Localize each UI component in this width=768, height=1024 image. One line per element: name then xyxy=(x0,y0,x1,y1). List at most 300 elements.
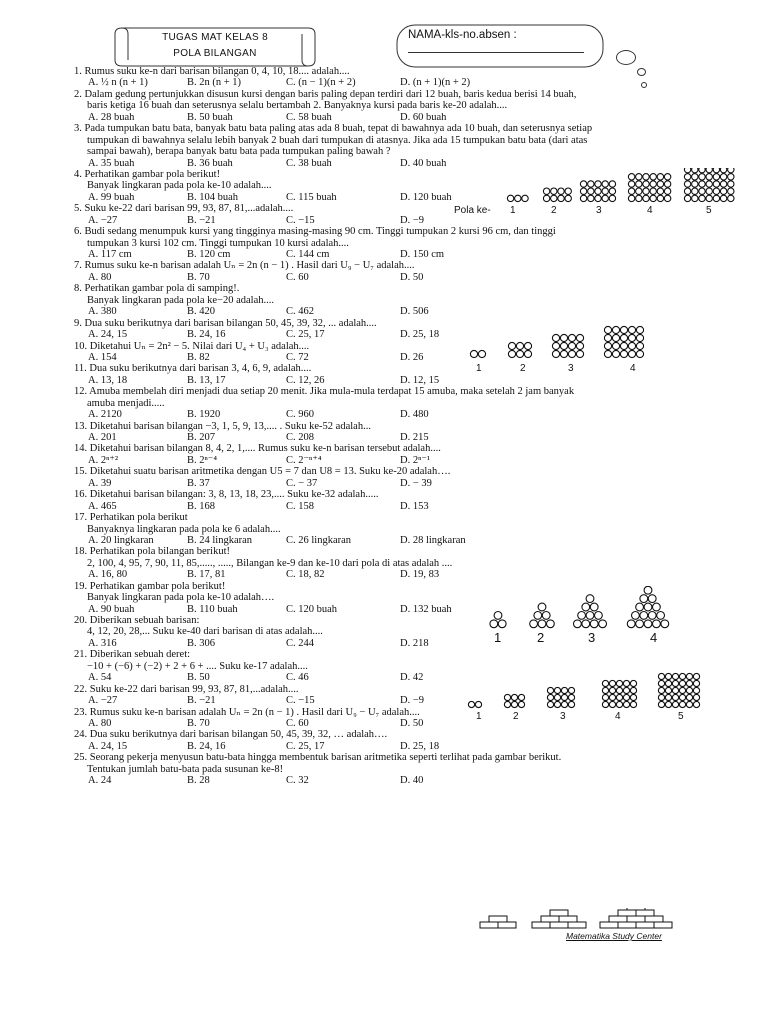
pattern-circle xyxy=(628,342,635,349)
pattern-circle xyxy=(699,181,705,187)
pattern-circle xyxy=(664,188,670,194)
pattern-circle xyxy=(692,195,698,201)
question-line: Diberikan sebuah deret: xyxy=(89,649,191,661)
answer-option[interactable]: A. 465 xyxy=(88,500,117,512)
answer-option[interactable]: D. −9 xyxy=(400,214,425,226)
pattern-circle xyxy=(713,181,719,187)
pattern-circle xyxy=(623,687,629,693)
answer-option[interactable]: C. −15 xyxy=(286,695,315,707)
answer-option[interactable]: D. 120 buah xyxy=(400,191,452,203)
answer-options xyxy=(74,432,694,443)
figure-q4-number: 3 xyxy=(596,205,602,216)
pattern-circle xyxy=(609,701,615,707)
pattern-circle xyxy=(636,603,644,611)
pattern-circle xyxy=(586,595,594,603)
answer-option[interactable]: B. 28 xyxy=(187,775,210,787)
pattern-circle xyxy=(508,342,515,349)
pattern-circle xyxy=(612,326,619,333)
pattern-circle xyxy=(620,334,627,341)
pattern-circle xyxy=(558,195,564,201)
pattern-circle xyxy=(643,181,649,187)
answer-option[interactable]: D. 19, 83 xyxy=(400,569,440,581)
brick xyxy=(532,922,550,928)
question-text-continued xyxy=(74,398,694,409)
question-text xyxy=(74,260,694,271)
answer-option[interactable]: C. 26 lingkaran xyxy=(286,534,352,546)
answer-option[interactable]: B. 70 xyxy=(187,717,210,729)
question-number: 9. xyxy=(74,317,82,329)
answer-option[interactable]: C. 462 xyxy=(286,306,315,318)
pattern-circle xyxy=(665,687,671,693)
answer-option[interactable]: B. −21 xyxy=(187,695,216,707)
pattern-circle xyxy=(498,620,506,628)
figure-q17-triangle-patterns xyxy=(480,586,680,632)
question-text xyxy=(74,226,694,237)
pattern-circle xyxy=(665,701,671,707)
pattern-circle xyxy=(534,612,542,620)
question-text xyxy=(74,752,694,763)
answer-option[interactable]: D. 60 buah xyxy=(400,111,447,123)
question-line: Banyak lingkaran pada pola ke−20 adalah.... xyxy=(87,294,274,306)
pattern-circle xyxy=(602,181,608,187)
question-text-continued xyxy=(74,295,694,306)
question-text-continued xyxy=(74,524,694,535)
answer-option[interactable]: D. 150 cm xyxy=(400,249,445,260)
question-number: 22. xyxy=(74,683,88,695)
brick xyxy=(636,922,654,928)
pattern-circle xyxy=(616,701,622,707)
brick xyxy=(645,916,663,922)
question-text xyxy=(74,546,694,557)
pattern-circle xyxy=(658,680,664,686)
answer-option[interactable]: D. 26 xyxy=(400,351,424,363)
pattern-circle xyxy=(620,326,627,333)
pattern-circle xyxy=(565,195,571,201)
pattern-circle xyxy=(628,188,634,194)
answer-option[interactable]: B. 120 cm xyxy=(187,249,231,260)
answer-option[interactable]: A. 24, 15 xyxy=(88,329,128,341)
pattern-circle xyxy=(650,188,656,194)
pattern-circle xyxy=(699,174,705,180)
answer-option[interactable]: A. 117 cm xyxy=(88,249,132,260)
answer-options xyxy=(74,272,694,283)
answer-option[interactable]: B. 2ⁿ⁻⁴ xyxy=(187,454,218,466)
question-number: 16. xyxy=(74,489,88,501)
question-line: Rumus suku ke-n barisan adalah Uₙ = 2n (n − 1) . Hasil dari U₉ − U₇ adalah.... xyxy=(84,260,415,272)
answer-option[interactable]: B. 13, 17 xyxy=(187,374,226,386)
pattern-circle xyxy=(511,701,517,707)
pattern-circle xyxy=(522,195,528,201)
answer-option[interactable]: C. 58 buah xyxy=(286,111,332,123)
answer-option[interactable]: A. 201 xyxy=(88,432,117,443)
answer-option[interactable]: D. 42 xyxy=(400,672,424,684)
brick xyxy=(654,922,672,928)
question-line: Rumus suku ke-n dari barisan bilangan 0, 4, 10, 18.... adalah.... xyxy=(84,66,350,77)
answer-option[interactable]: C. 158 xyxy=(286,500,315,512)
brick xyxy=(618,922,636,928)
pattern-circle xyxy=(706,174,712,180)
answer-option[interactable]: A. −27 xyxy=(88,695,118,707)
figure-q4-number: 4 xyxy=(647,205,653,216)
pattern-circle xyxy=(699,188,705,194)
pattern-circle xyxy=(713,195,719,201)
question-line: Tentukan jumlah batu-bata pada susunan ke-8! xyxy=(87,763,284,775)
pattern-circle xyxy=(713,168,719,173)
answer-option[interactable]: A. 39 xyxy=(88,477,112,489)
answer-option[interactable]: A. ½ n (n + 1) xyxy=(88,77,148,89)
brick xyxy=(600,922,618,928)
figure-q4-number: 2 xyxy=(551,205,557,216)
pattern-circle xyxy=(658,673,664,679)
answer-option[interactable]: D. 480 xyxy=(400,409,429,421)
pattern-circle xyxy=(672,694,678,700)
pattern-circle xyxy=(547,687,553,693)
question-line: Suku ke-22 dari barisan 99, 93, 87, 81,...adalah.... xyxy=(84,203,294,215)
pattern-circle xyxy=(602,195,608,201)
answer-option[interactable]: A. 13, 18 xyxy=(88,374,128,386)
answer-option[interactable]: B. −21 xyxy=(187,214,216,226)
brick xyxy=(550,922,568,928)
answer-option[interactable]: D. −9 xyxy=(400,695,425,707)
pattern-circle xyxy=(543,188,549,194)
answer-options xyxy=(74,455,694,466)
answer-option[interactable]: C. − 37 xyxy=(286,477,318,489)
figure-q17-number: 4 xyxy=(650,630,658,645)
question-text-continued xyxy=(74,135,694,146)
answer-option[interactable]: B. 24 lingkaran xyxy=(187,534,253,546)
pattern-circle xyxy=(604,350,611,357)
answer-option[interactable]: D. 215 xyxy=(400,432,429,443)
answer-option[interactable]: C. 72 xyxy=(286,351,309,363)
pattern-circle xyxy=(568,701,574,707)
pattern-circle xyxy=(636,181,642,187)
pattern-circle xyxy=(561,687,567,693)
question-number: 5. xyxy=(74,203,82,215)
answer-option[interactable]: A. 380 xyxy=(88,306,117,318)
question-line: −10 + (−6) + (−2) + 2 + 6 + .... Suku ke-17 adalah.... xyxy=(87,660,308,672)
pattern-circle xyxy=(580,195,586,201)
question-text xyxy=(74,489,694,500)
answer-option[interactable]: D. 218 xyxy=(400,637,429,649)
question-text-continued xyxy=(74,558,694,569)
figure-q8-number: 4 xyxy=(630,363,636,374)
pattern-circle xyxy=(602,687,608,693)
answer-option[interactable]: B. 168 xyxy=(187,500,216,512)
question-number: 6. xyxy=(74,226,82,238)
pattern-circle xyxy=(664,181,670,187)
answer-option[interactable]: A. 2120 xyxy=(88,409,122,421)
answer-option[interactable]: A. 2ⁿ⁺² xyxy=(88,454,119,466)
answer-option[interactable]: A. −27 xyxy=(88,214,118,226)
answer-option[interactable]: D. − 39 xyxy=(400,477,432,489)
pattern-circle xyxy=(590,603,598,611)
answer-option[interactable]: B. 36 buah xyxy=(187,157,233,169)
name-label: NAMA-kls-no.absen : xyxy=(408,29,517,41)
answer-option[interactable]: D. 40 buah xyxy=(400,157,447,169)
figure-q4-pattern-label: Pola ke- xyxy=(454,205,491,216)
answer-option[interactable]: D. 50 xyxy=(400,717,424,729)
answer-option[interactable]: C. 208 xyxy=(286,432,315,443)
answer-option[interactable]: C. 60 xyxy=(286,271,309,283)
answer-option[interactable]: C. 32 xyxy=(286,775,309,787)
answer-option[interactable]: A. 28 buah xyxy=(88,111,135,123)
answer-option[interactable]: A. 80 xyxy=(88,717,112,729)
answer-option[interactable]: C. 120 buah xyxy=(286,603,338,615)
pattern-circle xyxy=(650,181,656,187)
pattern-circle xyxy=(665,680,671,686)
answer-option[interactable]: B. 70 xyxy=(187,271,210,283)
question-text xyxy=(74,386,694,397)
pattern-circle xyxy=(616,687,622,693)
answer-options xyxy=(74,775,694,786)
pattern-circle xyxy=(602,694,608,700)
pattern-circle xyxy=(720,188,726,194)
pattern-circle xyxy=(538,620,546,628)
pattern-circle xyxy=(623,701,629,707)
brick xyxy=(636,910,654,916)
answer-option[interactable]: B. 2n (n + 1) xyxy=(187,77,242,89)
pattern-circle xyxy=(644,603,652,611)
worksheet-subtitle: POLA BILANGAN xyxy=(173,48,257,59)
pattern-circle xyxy=(511,694,517,700)
answer-option[interactable]: B. 1920 xyxy=(187,409,221,421)
pattern-circle xyxy=(602,188,608,194)
pattern-circle xyxy=(636,342,643,349)
pattern-circle xyxy=(628,326,635,333)
answer-option[interactable]: D. (n + 1)(n + 2) xyxy=(400,77,471,89)
name-box xyxy=(396,24,620,70)
answer-option[interactable]: D. 25, 18 xyxy=(400,740,440,752)
answer-option[interactable]: A. 54 xyxy=(88,672,112,684)
question-line: Dalam gedung pertunjukkan disusun kursi dengan baris paling depan terdiri dari 12 buah, baris kedua berisi 14 buah, xyxy=(84,88,577,100)
pattern-circle xyxy=(672,673,678,679)
answer-option[interactable]: A. 24, 15 xyxy=(88,740,128,752)
answer-option[interactable]: C. (n − 1)(n + 2) xyxy=(286,77,356,89)
question-number: 14. xyxy=(74,443,88,455)
answer-option[interactable]: D. 40 xyxy=(400,775,424,787)
pattern-circle xyxy=(728,188,734,194)
answer-option[interactable]: B. 420 xyxy=(187,306,216,318)
figure-q17-number: 3 xyxy=(588,630,596,645)
pattern-circle xyxy=(684,188,690,194)
pattern-circle xyxy=(657,181,663,187)
answer-option[interactable]: B. 207 xyxy=(187,432,216,443)
answer-options xyxy=(74,718,694,729)
question-number: 17. xyxy=(74,512,88,524)
answer-option[interactable]: B. 306 xyxy=(187,637,216,649)
question-line: amuba menjadi..... xyxy=(87,397,165,409)
pattern-circle xyxy=(543,195,549,201)
answer-option[interactable]: A. 90 buah xyxy=(88,603,135,615)
pattern-circle xyxy=(616,680,622,686)
answer-option[interactable]: C. −15 xyxy=(286,214,315,226)
answer-option[interactable]: C. 115 buah xyxy=(286,191,337,203)
answer-option[interactable]: C. 60 xyxy=(286,717,309,729)
pattern-circle xyxy=(665,673,671,679)
answer-options xyxy=(74,478,694,489)
question-line: Seorang pekerja menyusun batu-bata hingga membentuk barisan aritmetika seperti terlihat pada gambar berikut. xyxy=(89,752,562,764)
answer-option[interactable]: D. 50 xyxy=(400,271,424,283)
pattern-circle xyxy=(672,687,678,693)
answer-options xyxy=(74,375,694,386)
brick xyxy=(618,910,636,916)
pattern-circle xyxy=(612,334,619,341)
answer-option[interactable]: D. 28 lingkaran xyxy=(400,534,466,546)
pattern-circle xyxy=(686,701,692,707)
pattern-circle xyxy=(604,342,611,349)
pattern-circle xyxy=(576,350,583,357)
pattern-circle xyxy=(490,620,498,628)
pattern-circle xyxy=(554,687,560,693)
answer-option[interactable]: C. 25, 17 xyxy=(286,740,325,752)
answer-option[interactable]: A. 16, 80 xyxy=(88,569,128,581)
answer-option[interactable]: C. 244 xyxy=(286,637,315,649)
pattern-circle xyxy=(628,334,635,341)
figure-q8-circle-patterns xyxy=(466,322,666,362)
answer-option[interactable]: C. 144 cm xyxy=(286,249,330,260)
figure-q25-brick-stacks xyxy=(478,908,698,930)
answer-option[interactable]: D. 132 buah xyxy=(400,603,452,615)
figure-q19-number: 1 xyxy=(476,711,482,722)
pattern-circle xyxy=(599,620,607,628)
answer-option[interactable]: A. 35 buah xyxy=(88,157,135,169)
answer-option[interactable]: D. 506 xyxy=(400,306,429,318)
cloud-bubble xyxy=(616,50,636,65)
answer-option[interactable]: A. 80 xyxy=(88,271,112,283)
pattern-circle xyxy=(609,687,615,693)
pattern-circle xyxy=(609,694,615,700)
pattern-circle xyxy=(558,188,564,194)
answer-option[interactable]: B. 50 buah xyxy=(187,111,233,123)
answer-option[interactable]: C. 38 buah xyxy=(286,157,332,169)
figure-q4-number: 1 xyxy=(510,205,516,216)
answer-option[interactable]: B. 24, 16 xyxy=(187,329,226,341)
question-line: Amuba membelah diri menjadi dua setiap 20 menit. Jika mula-mula terdapat 15 amuba, maka setelah 2 jam banyak xyxy=(89,386,575,398)
pattern-circle xyxy=(612,342,619,349)
pattern-circle xyxy=(706,168,712,173)
question-line: Dua suku berikutnya dari barisan 3, 4, 6, 9, adalah.... xyxy=(89,363,312,375)
answer-option[interactable]: B. 37 xyxy=(187,477,210,489)
pattern-circle xyxy=(686,694,692,700)
answer-option[interactable]: A. 154 xyxy=(88,351,117,363)
brick xyxy=(550,910,568,916)
pattern-circle xyxy=(547,694,553,700)
pattern-circle xyxy=(672,680,678,686)
figure-q17-number: 1 xyxy=(494,630,502,645)
question-text xyxy=(74,123,694,134)
answer-option[interactable]: A. 20 lingkaran xyxy=(88,534,154,546)
pattern-circle xyxy=(650,195,656,201)
question-text xyxy=(74,283,694,294)
pattern-circle xyxy=(518,694,524,700)
answer-option[interactable]: C. 18, 82 xyxy=(286,569,325,581)
answer-option[interactable]: C. 25, 17 xyxy=(286,329,325,341)
answer-option[interactable]: C. 46 xyxy=(286,672,309,684)
pattern-circle xyxy=(693,680,699,686)
pattern-circle xyxy=(475,701,481,707)
pattern-circle xyxy=(653,620,661,628)
name-field[interactable] xyxy=(408,52,584,53)
answer-option[interactable]: B. 82 xyxy=(187,351,210,363)
question-number: 8. xyxy=(74,283,82,295)
pattern-circle xyxy=(538,603,546,611)
pattern-circle xyxy=(547,701,553,707)
answer-option[interactable]: B. 110 buah xyxy=(187,603,238,615)
pattern-circle xyxy=(516,342,523,349)
answer-option[interactable]: B. 50 xyxy=(187,672,210,684)
answer-option[interactable]: D. 25, 18 xyxy=(400,329,440,341)
answer-option[interactable]: B. 104 buah xyxy=(187,191,239,203)
pattern-circle xyxy=(684,195,690,201)
pattern-circle xyxy=(568,694,574,700)
pattern-circle xyxy=(595,181,601,187)
answer-option[interactable]: D. 2ⁿ⁻¹ xyxy=(400,454,431,466)
pattern-circle xyxy=(679,701,685,707)
pattern-circle xyxy=(554,694,560,700)
answer-options xyxy=(74,535,694,546)
question-text xyxy=(74,466,694,477)
answer-option[interactable]: A. 24 xyxy=(88,775,112,787)
pattern-circle xyxy=(643,195,649,201)
pattern-circle xyxy=(630,701,636,707)
pattern-circle xyxy=(560,334,567,341)
pattern-circle xyxy=(590,620,598,628)
pattern-circle xyxy=(657,195,663,201)
pattern-circle xyxy=(504,701,510,707)
answer-option[interactable]: B. 17, 81 xyxy=(187,569,226,581)
answer-option[interactable]: D. 12, 15 xyxy=(400,374,440,386)
brick xyxy=(541,916,559,922)
answer-option[interactable]: C. 12, 26 xyxy=(286,374,325,386)
pattern-circle xyxy=(560,350,567,357)
question-number: 12. xyxy=(74,386,88,398)
pattern-circle xyxy=(640,612,648,620)
pattern-circle xyxy=(551,195,557,201)
answer-option[interactable]: C. 960 xyxy=(286,409,315,421)
pattern-circle xyxy=(693,687,699,693)
answer-option[interactable]: B. 24, 16 xyxy=(187,740,226,752)
answer-option[interactable]: A. 316 xyxy=(88,637,117,649)
pattern-circle xyxy=(699,168,705,173)
pattern-circle xyxy=(665,694,671,700)
question-line: tumpukan 3 kursi 102 cm. Tinggi tumpukan 10 kursi adalah.... xyxy=(87,237,349,249)
figure-q8-number: 1 xyxy=(476,363,482,374)
pattern-circle xyxy=(595,188,601,194)
pattern-circle xyxy=(565,188,571,194)
pattern-circle xyxy=(568,334,575,341)
question-line: Banyak lingkaran pada pola ke-10 adalah.... xyxy=(87,180,272,192)
pattern-circle xyxy=(720,181,726,187)
answer-option[interactable]: D. 153 xyxy=(400,500,429,512)
brick xyxy=(609,916,627,922)
answer-option[interactable]: C. 2⁻ⁿ⁺⁴ xyxy=(286,454,322,466)
pattern-circle xyxy=(636,174,642,180)
question-line: Banyak lingkaran pada pola ke-10 adalah…. xyxy=(87,592,275,604)
pattern-circle xyxy=(586,612,594,620)
question-number: 25. xyxy=(74,752,88,764)
answer-options xyxy=(74,112,694,123)
figure-q17-number: 2 xyxy=(537,630,545,645)
pattern-circle xyxy=(643,174,649,180)
question-text xyxy=(74,421,694,432)
pattern-circle xyxy=(636,326,643,333)
pattern-circle xyxy=(609,188,615,194)
brick xyxy=(559,916,577,922)
answer-option[interactable]: A. 99 buah xyxy=(88,191,135,203)
pattern-circle xyxy=(679,673,685,679)
pattern-circle xyxy=(684,181,690,187)
question-number: 1. xyxy=(74,66,82,77)
